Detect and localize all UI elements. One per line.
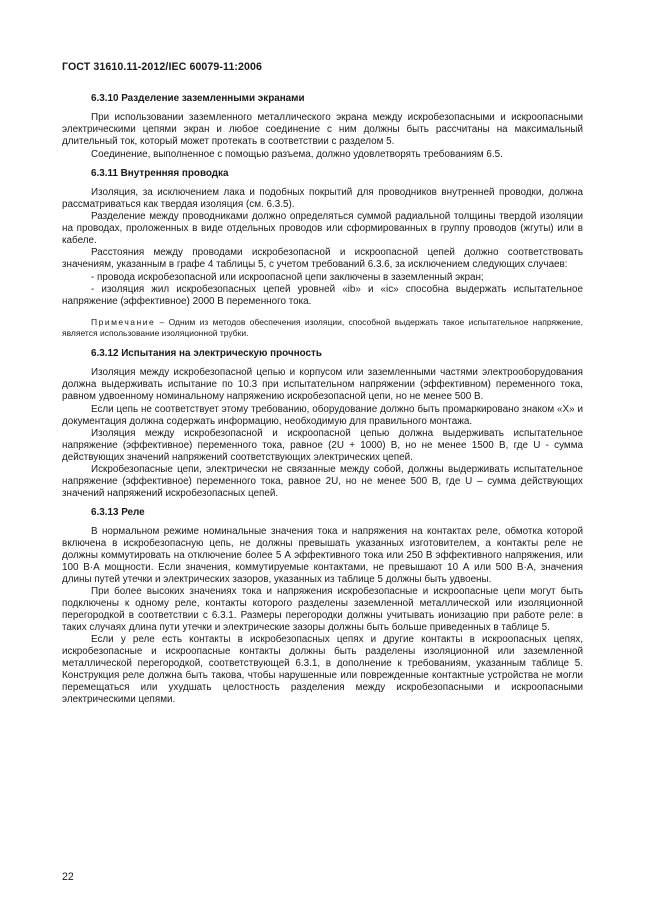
paragraph: Соединение, выполненное с помощью разъема, должно удовлетворять требованиям 6.5.: [91, 148, 503, 160]
section-heading: 6.3.10 Разделение заземленными экранами: [91, 93, 305, 104]
paragraph: При использовании заземленного металлического экрана между искробезопасными и искроопасными электрическими цепями экран и любое соединение с ним должны быть рассчитаны на максимальный длительный ток, который может протекать в соответствии с разделом 5.: [62, 112, 583, 148]
paragraph: В нормальном режиме номинальные значения тока и напряжения на контактах реле, обмотка которой включена в искробезопасную цепь, не должны превышать указанных изготовителем, а контакты реле не должны коммутировать на отключение более 5 А эффективного тока или 250 В эффективного напряжения, или 100 В·А мощности. Если значения, коммутируемые контактами, не превышают 10 А или 500 В·А, значения длины путей утечки и электрических зазоров, указанных из таблице 5 должны быть удвоены.: [62, 526, 583, 585]
section-6-3-12: [62, 347, 583, 500]
section-heading: 6.3.11 Внутренняя проводка: [91, 167, 229, 179]
note: [62, 317, 583, 339]
note-text: – Одним из методов обеспечения изоляции, способной выдержать такое испытательное напряжение, является использование изоляционной трубки.: [62, 317, 583, 338]
section-6-3-13: [62, 506, 583, 706]
paragraph: Изоляция между искробезопасной цепью и корпусом или заземленными частями электрооборудования должна выдерживать испытание по 10.3 при испытательном напряжении (эффективном) переменного тока, равном удвоенному номинальному напряжению искробезопасной цепи, но не менее 500 В.: [62, 367, 583, 403]
section-heading: 6.3.12 Испытания на электрическую прочность: [91, 348, 322, 359]
paragraph: Изоляция между искробезопасной и искроопасной цепью должна выдерживать испытательное напряжение (эффективное) переменного тока, равное (2U + 1000) В, но не менее 1500 В, где U - сумма действующих значений напряжений соответствующих электрических цепей.: [62, 427, 583, 463]
paragraph: Если у реле есть контакты в искробезопасных цепях и другие контакты в искроопасных цепях, искробезопасные и искроопасные контакты должны быть разделены изоляционной или заземленной металлической перегородкой, соответствующей 6.3.1, в дополнение к требованиям, указанным таблице 5. Конструкция реле должна быть такова, чтобы нарушенные или поврежденные контактные устройства не могли перемещаться или ухудшать целостность разделения между искробезопасными и искроопасными электрическими цепями.: [62, 634, 583, 705]
section-6-3-11: [62, 167, 583, 339]
paragraph: Искробезопасные цепи, электрически не связанные между собой, должны выдерживать испытательное напряжение (эффективное) переменного тока, равное 2U, но не менее 500 В, где U – сумма действующих значений напряжений искробезопасных цепей.: [62, 464, 583, 499]
document-body: [62, 92, 583, 710]
note-label: Примечание: [91, 317, 156, 327]
paragraph: Если цепь не соответствует этому требованию, оборудование должно быть промаркировано знаком «X» и документация должна содержать информацию, необходимую для правильного монтажа.: [62, 403, 583, 427]
paragraph: Расстояния между проводами искробезопасной и искроопасной цепей должно соответствовать значениям, указанным в графе 4 таблицы 5, с учетом требований 6.3.6, за исключением следующих случаев:: [62, 247, 583, 271]
section-heading: 6.3.13 Реле: [91, 506, 145, 518]
paragraph: При более высоких значениях тока и напряжения искробезопасные и искроопасные цепи могут быть подключены к одному реле, контакты которого разделены заземленной металлической или изоляционной перегородкой в соответствии с 6.3.1. Размеры перегородки должны учитывать ионизацию при работе реле: в таких случаях длина пути утечки и электрические зазоры должны быть больше приведенных в таблице 5.: [62, 586, 583, 634]
paragraph: Разделение между проводниками должно определяться суммой радиальной толщины твердой изоляции на проводах, проложенных в виде отдельных проводов или сформированных в группу проводов (жгуты) или в кабеле.: [62, 211, 583, 247]
section-6-3-10: [62, 92, 583, 161]
paragraph: Изоляция, за исключением лака и подобных покрытий для проводников внутренней проводки, должна рассматриваться как твердая изоляция (см. 6.3.5).: [62, 186, 583, 210]
list-item: - провода искробезопасной или искроопасной цепи заключены в заземленный экран;: [91, 271, 484, 283]
page-number: 22: [62, 871, 74, 883]
document-header: ГОСТ 31610.11-2012/IEC 60079-11:2006: [62, 61, 263, 73]
list-item: - изоляция жил искробезопасных цепей уровней «ib» и «ic» способна выдержать испытательное напряжение (эффективное) 2000 В переменного тока.: [62, 284, 583, 308]
